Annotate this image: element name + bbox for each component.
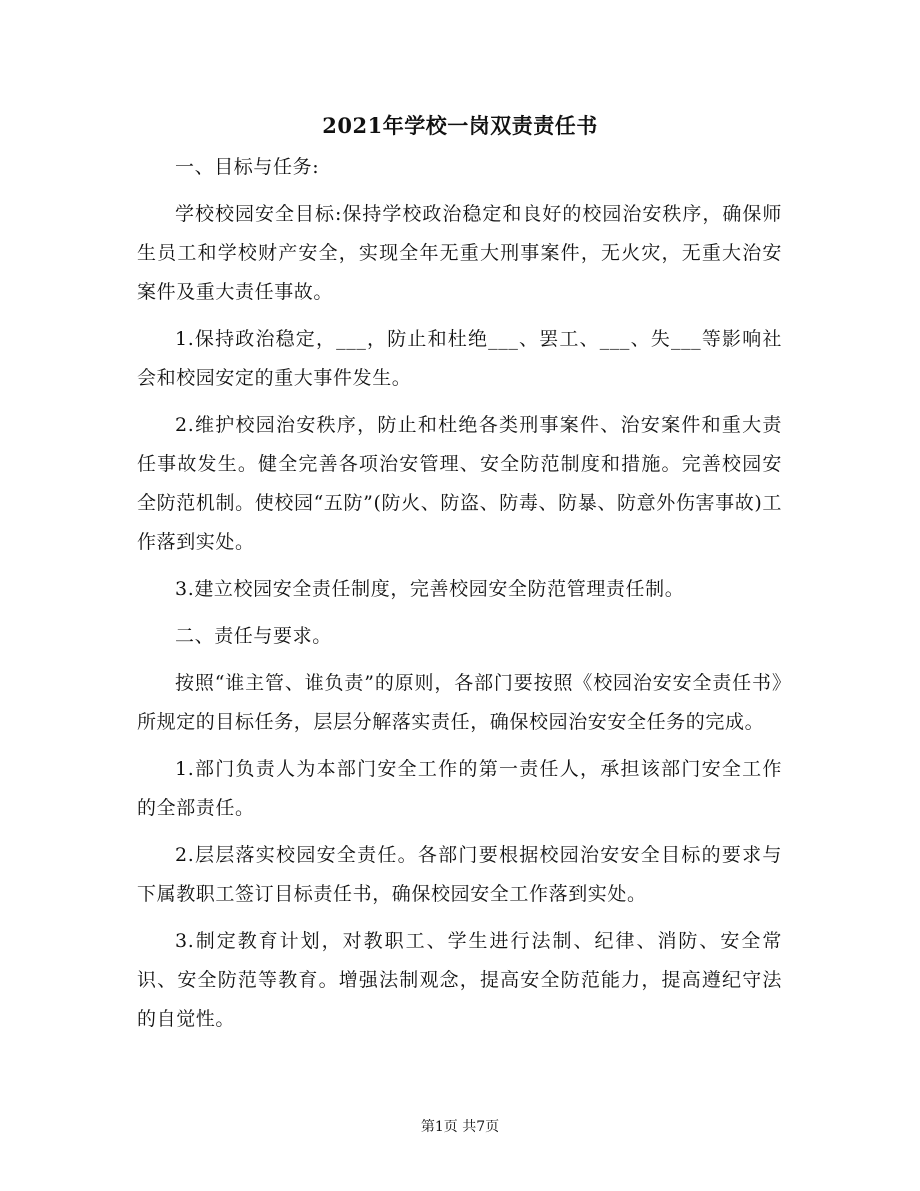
paragraph: 2.层层落实校园安全责任。各部门要根据校园治安安全目标的要求与下属教职工签订目标责任书，确保校园安全工作落到实处。: [137, 844, 782, 905]
paragraph: 2.维护校园治安秩序，防止和杜绝各类刑事案件、治安案件和重大责任事故发生。健全完善各项治安管理、安全防范制度和措施。完善校园安全防范机制。使校园“五防”(防火、防盗、防毒、防暴、防意外伤害事故)工作落到实处。: [137, 414, 782, 553]
paragraph: 1.保持政治稳定，___，防止和杜绝___、罢工、___、失___等影响社会和校园安定的重大事件发生。: [137, 328, 782, 389]
section-heading-goals: 一、目标与任务:: [175, 156, 320, 178]
paragraph: 1.部门负责人为本部门安全工作的第一责任人，承担该部门安全工作的全部责任。: [137, 758, 782, 819]
document-title: 2021年学校一岗双责责任书: [322, 113, 598, 138]
paragraph: 按照“谁主管、谁负责”的原则，各部门要按照《校园治安安全责任书》所规定的目标任务，层层分解落实责任，确保校园治安安全任务的完成。: [137, 672, 782, 733]
document-body: [137, 148, 782, 1047]
paragraph: 3.制定教育计划，对教职工、学生进行法制、纪律、消防、安全常识、安全防范等教育。增强法制观念，提高安全防范能力，提高遵纪守法的自觉性。: [137, 930, 782, 1030]
paragraph: 3.建立校园安全责任制度，完善校园安全防范管理责任制。: [175, 578, 685, 600]
page-number-footer: 第1页 共7页: [420, 1119, 500, 1135]
paragraph: 学校校园安全目标:保持学校政治稳定和良好的校园治安秩序，确保师生员工和学校财产安全，实现全年无重大刑事案件，无火灾，无重大治安案件及重大责任事故。: [137, 203, 782, 303]
section-heading-responsibilities: 二、责任与要求。: [175, 625, 332, 647]
